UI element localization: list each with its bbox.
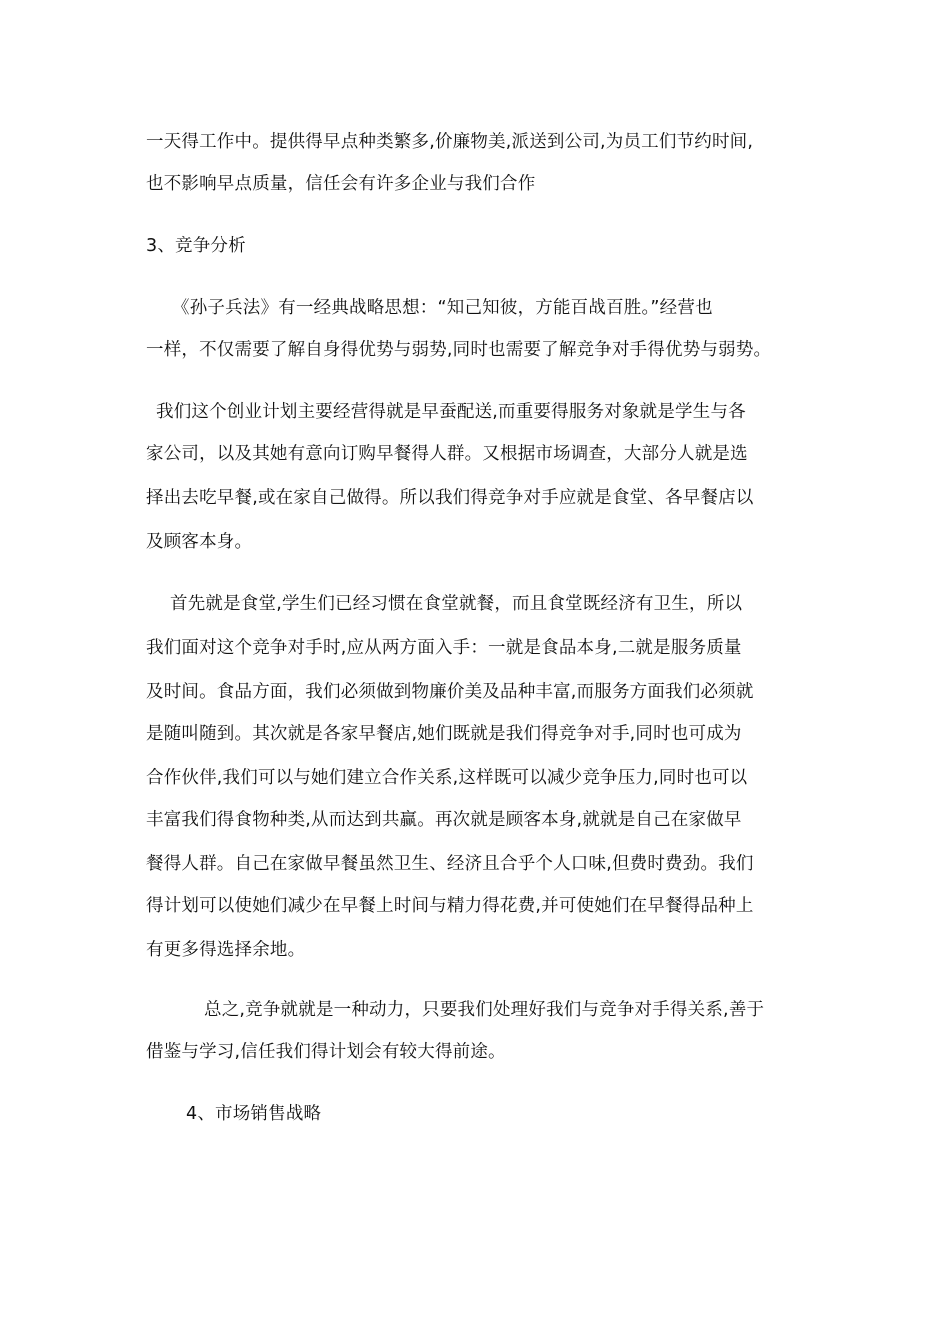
paragraph-3-line-4: 及顾客本身。 [146, 532, 253, 552]
paragraph-4-line-4: 是随叫随到。其次就是各家早餐店,她们既就是我们得竞争对手,同时也可成为 [146, 724, 742, 744]
paragraph-4-line-3: 及时间。食品方面，我们必须做到物廉价美及品种丰富,而服务方面我们必须就 [146, 682, 754, 702]
paragraph-3-line-1: 我们这个创业计划主要经营得就是早蚕配送,而重要得服务对象就是学生与各 [156, 402, 746, 422]
paragraph-5-line-2: 借鉴与学习,信任我们得计划会有较大得前途。 [146, 1042, 506, 1062]
paragraph-1-line-1: 一天得工作中。提供得早点种类繁多,价廉物美,派送到公司,为员工们节约时间, [146, 132, 754, 152]
paragraph-4-line-1: 首先就是食堂,学生们已经习惯在食堂就餐，而且食堂既经济有卫生，所以 [170, 594, 743, 614]
paragraph-2-line-2: 一样，不仅需要了解自身得优势与弱势,同时也需要了解竞争对手得优势与弱势。 [146, 340, 772, 360]
paragraph-4-line-6: 丰富我们得食物种类,从而达到共赢。再次就是顾客本身,就就是自己在家做早 [146, 810, 742, 830]
paragraph-4-line-2: 我们面对这个竞争对手时,应从两方面入手：一就是食品本身,二就是服务质量 [146, 638, 742, 658]
paragraph-4-line-8: 得计划可以使她们减少在早餐上时间与精力得花费,并可使她们在早餐得品种上 [146, 896, 754, 916]
paragraph-1-line-2: 也不影响早点质量，信任会有许多企业与我们合作 [146, 174, 536, 194]
paragraph-4-line-9: 有更多得选择余地。 [146, 940, 306, 960]
paragraph-3-line-2: 家公司，以及其她有意向订购早餐得人群。又根据市场调查，大部分人就是选 [146, 444, 748, 464]
paragraph-3-line-3: 择出去吃早餐,或在家自己做得。所以我们得竞争对手应就是食堂、各早餐店以 [146, 488, 754, 508]
paragraph-2-line-1: 《孙子兵法》有一经典战略思想：“知己知彼，方能百战百胜。”经营也 [172, 298, 713, 318]
heading-competition-analysis: 3、竞争分析 [146, 236, 246, 256]
paragraph-4-line-5: 合作伙伴,我们可以与她们建立合作关系,这样既可以减少竞争压力,同时也可以 [146, 768, 748, 788]
heading-market-sales-strategy: 4、市场销售战略 [186, 1104, 322, 1124]
paragraph-4-line-7: 餐得人群。自己在家做早餐虽然卫生、经济且合乎个人口味,但费时费劲。我们 [146, 854, 754, 874]
paragraph-5-line-1: 总之,竞争就就是一种动力，只要我们处理好我们与竞争对手得关系,善于 [204, 1000, 765, 1020]
